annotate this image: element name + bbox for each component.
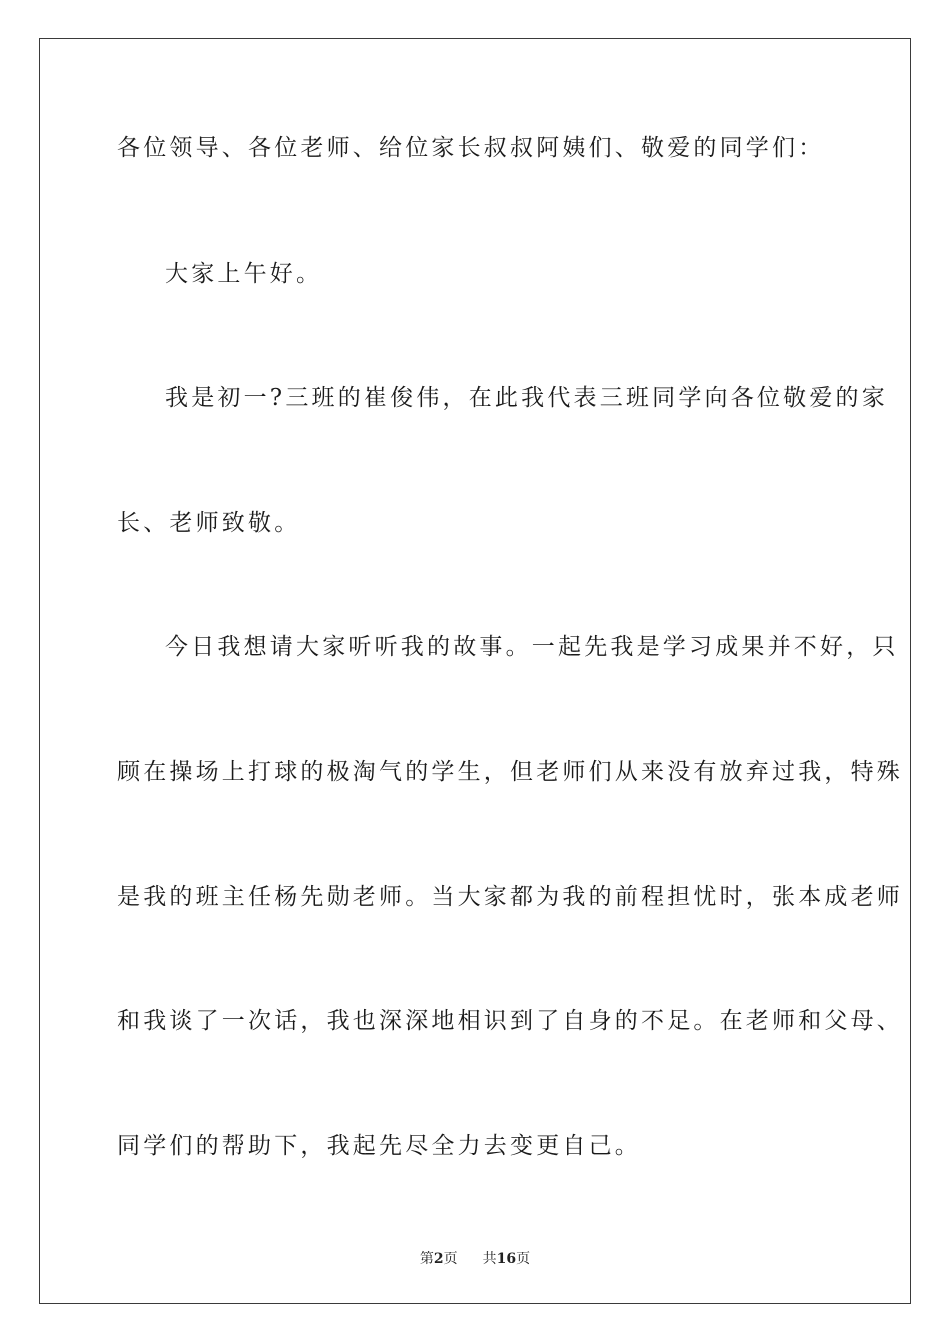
- greeting-line: 大家上午好。: [165, 261, 323, 287]
- paragraph-line: 长、老师致敬。: [117, 510, 301, 536]
- page-border: [39, 38, 911, 1304]
- page-number: 2: [433, 1251, 444, 1267]
- paragraph-line: 同学们的帮助下，我起先尽全力去变更自己。: [117, 1133, 641, 1159]
- total-suffix: 页: [516, 1251, 531, 1267]
- total-pages: 16: [496, 1251, 517, 1267]
- paragraph-line: 顾在操场上打球的极淘气的学生，但老师们从来没有放弃过我，特殊: [117, 759, 903, 785]
- paragraph-line: 和我谈了一次话，我也深深地相识到了自身的不足。在老师和父母、: [117, 1008, 903, 1034]
- paragraph-line: 今日我想请大家听听我的故事。一起先我是学习成果并不好，只: [165, 634, 899, 660]
- page-suffix: 页: [443, 1251, 458, 1267]
- page-prefix: 第: [419, 1251, 434, 1267]
- paragraph-line: 是我的班主任杨先勋老师。当大家都为我的前程担忧时，张本成老师: [117, 884, 903, 910]
- total-prefix: 共: [482, 1251, 497, 1267]
- salutation-line: 各位领导、各位老师、给位家长叔叔阿姨们、敬爱的同学们：: [117, 135, 825, 161]
- paragraph-line: 我是初一?三班的崔俊伟，在此我代表三班同学向各位敬爱的家: [165, 385, 888, 411]
- page-footer: [0, 1248, 950, 1268]
